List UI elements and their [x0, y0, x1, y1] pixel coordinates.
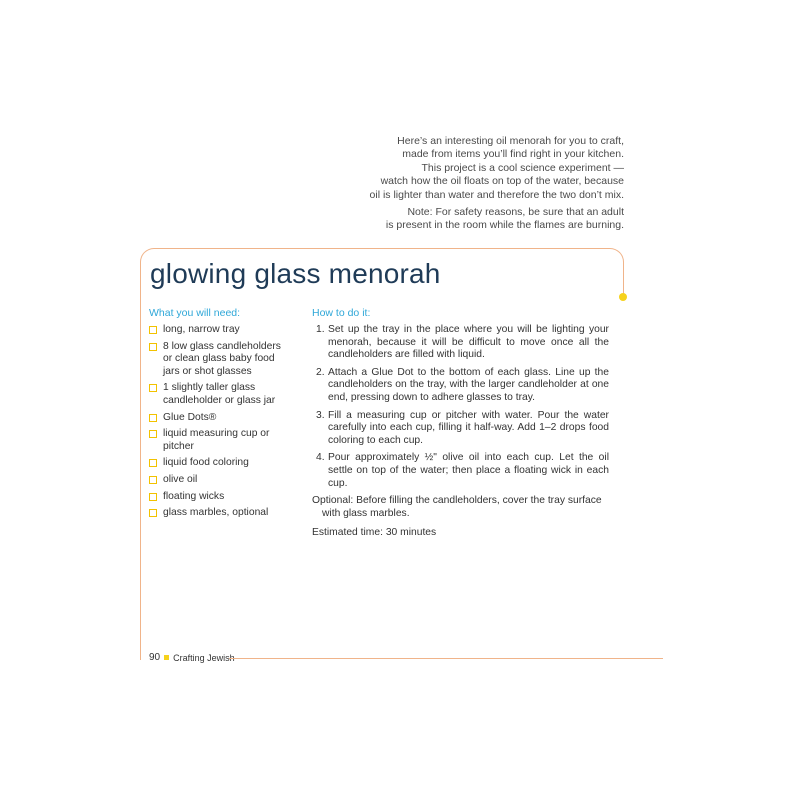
intro-line: made from items you’ll find right in your kitchen. [402, 148, 624, 161]
list-item [149, 324, 289, 337]
checkbox-icon [149, 326, 157, 334]
step-text: Set up the tray in the place where you will be lighting your menorah, because it will be difficult to move once all the candleholders are filled with liquid. [328, 324, 609, 361]
checkbox-icon [149, 343, 157, 351]
page-footer [149, 652, 235, 663]
frame-edge [140, 648, 141, 660]
checkbox-icon [149, 414, 157, 422]
materials-column [149, 307, 289, 524]
list-item [149, 474, 289, 487]
checkbox-icon [149, 493, 157, 501]
intro-paragraph [304, 135, 624, 202]
safety-note [304, 206, 624, 233]
list-item [149, 382, 289, 407]
step-item [312, 452, 609, 490]
note-line: is present in the room while the flames are burning. [385, 219, 624, 232]
step-text: Pour approximately ½" olive oil into each cup. Let the oil settle on top of the water; then place a floating wick in each cup. [328, 452, 609, 489]
step-number: 1. [316, 324, 325, 335]
checkbox-icon [149, 459, 157, 467]
checkbox-icon [149, 430, 157, 438]
intro-line: oil is lighter than water and therefore the two don’t mix. [369, 188, 624, 201]
optional-text: Optional: Before filling the candleholders, cover the tray surface with glass marbles. [312, 495, 602, 519]
list-item [149, 428, 289, 453]
accent-dot-icon [619, 293, 627, 301]
step-item [312, 410, 609, 448]
material-label: long, narrow tray [163, 324, 240, 335]
frame-gap [620, 300, 630, 665]
step-item [312, 367, 609, 405]
materials-heading: What you will need: [149, 307, 241, 319]
intro-line: watch how the oil floats on top of the water, because [380, 175, 624, 188]
page-number: 90 [149, 652, 161, 663]
material-label: 1 slightly taller glass candleholder or glass jar [163, 382, 276, 406]
material-label: 8 low glass candleholders or clean glass baby food jars or shot glasses [163, 340, 281, 377]
instructions-heading: How to do it: [312, 307, 371, 319]
steps-list [312, 324, 609, 490]
material-label: Glue Dots® [163, 411, 217, 423]
list-item [149, 457, 289, 470]
page-title: glowing glass menorah [150, 258, 441, 289]
material-label: liquid measuring cup or pitcher [163, 428, 270, 452]
intro-line: This project is a cool science experiment — [421, 161, 624, 174]
material-label: floating wicks [163, 490, 225, 502]
list-item [149, 491, 289, 504]
note-line: Note: For safety reasons, be sure that an adult [407, 206, 624, 219]
square-bullet-icon [164, 655, 169, 660]
material-label: liquid food coloring [163, 457, 249, 469]
instructions-column [312, 307, 609, 547]
materials-list [149, 324, 289, 520]
step-number: 4. [316, 452, 325, 464]
list-item [149, 341, 289, 379]
list-item [149, 412, 289, 425]
checkbox-icon [149, 384, 157, 392]
checkbox-icon [149, 476, 157, 484]
material-label: olive oil [163, 473, 198, 485]
estimated-time: Estimated time: 30 minutes [312, 527, 437, 539]
step-number: 3. [316, 409, 325, 421]
step-text: Attach a Glue Dot to the bottom of each glass. Line up the candleholders on the tray, with the larger candleholder at one end, pressing down to adhere glasses to tray. [328, 366, 609, 403]
material-label: glass marbles, optional [163, 507, 269, 519]
intro-line: Here’s an interesting oil menorah for you to craft, [397, 135, 624, 147]
step-number: 2. [316, 366, 325, 378]
footer-divider [229, 658, 663, 659]
optional-note [312, 495, 609, 520]
list-item [149, 507, 289, 520]
step-text: Fill a measuring cup or pitcher with water. Pour the water carefully into each cup, filling it half-way. Add 1–2 drops food coloring to each cup. [328, 409, 609, 446]
step-item [312, 324, 609, 362]
checkbox-icon [149, 509, 157, 517]
intro-text [304, 135, 624, 237]
book-title: Crafting Jewish [173, 652, 235, 663]
